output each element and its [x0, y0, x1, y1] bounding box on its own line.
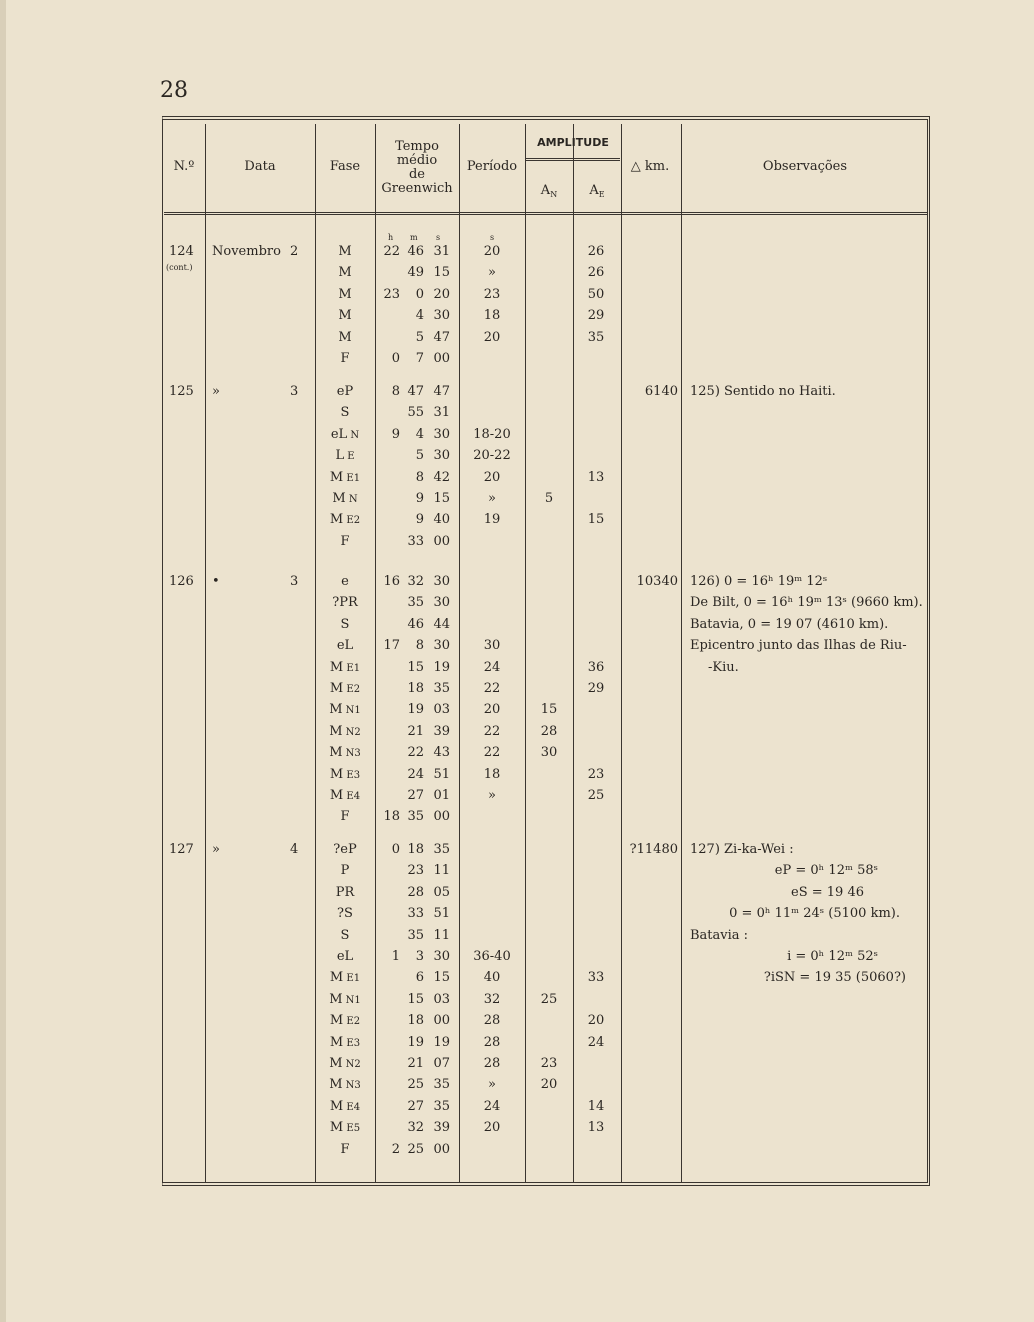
- observation-line: Batavia :: [690, 927, 749, 943]
- phase-cell: M: [338, 265, 352, 281]
- amplitude-e-cell: 50: [587, 286, 605, 302]
- time-seconds: 43: [433, 745, 450, 761]
- time-minutes: 33: [407, 906, 424, 922]
- record-number-note: (cont.): [166, 263, 193, 272]
- record-number: 125: [169, 384, 194, 399]
- time-minutes: 5: [415, 448, 424, 464]
- record-number: 126: [169, 574, 194, 589]
- phase-cell: S: [340, 616, 350, 632]
- time-seconds: 03: [433, 991, 450, 1007]
- unit-m: m: [410, 233, 418, 242]
- phase-cell: M N1: [329, 991, 361, 1007]
- period-cell: 24: [483, 659, 501, 675]
- phase-cell: M: [338, 244, 352, 259]
- amplitude-e-cell: 36: [587, 659, 605, 675]
- time-seconds: 15: [433, 970, 450, 986]
- amplitude-n-cell: 30: [540, 745, 558, 761]
- time-seconds: 11: [433, 863, 450, 879]
- period-cell: »: [488, 1077, 496, 1093]
- amplitude-divider: [526, 158, 620, 161]
- phase-cell: F: [340, 1141, 350, 1157]
- period-cell: 20: [483, 469, 501, 485]
- time-minutes: 35: [407, 927, 424, 943]
- record-month: »: [212, 384, 220, 399]
- phase-cell: ?S: [337, 906, 353, 922]
- observation-line: 126) 0 = 16ʰ 19ᵐ 12ˢ: [690, 574, 828, 589]
- period-cell: 22: [483, 723, 501, 739]
- amplitude-e-cell: 33: [587, 970, 605, 986]
- time-hours: 17: [383, 638, 400, 654]
- phase-cell: e: [341, 574, 349, 589]
- time-minutes: 8: [415, 469, 424, 485]
- time-seconds: 47: [433, 329, 450, 345]
- phase-cell: M N2: [329, 723, 361, 739]
- amplitude-e-cell: 13: [587, 469, 605, 485]
- time-seconds: 00: [433, 1141, 450, 1157]
- time-minutes: 49: [407, 265, 424, 281]
- amplitude-e-cell: 15: [587, 512, 605, 528]
- phase-cell: M N3: [329, 745, 361, 761]
- time-hours: 8: [391, 384, 400, 399]
- phase-cell: eP: [336, 384, 354, 399]
- phase-cell: F: [340, 533, 350, 549]
- time-minutes: 21: [407, 1056, 424, 1071]
- observation-line: eS = 19 46: [791, 884, 864, 900]
- time-seconds: 40: [433, 512, 450, 528]
- column-divider: [375, 124, 376, 1182]
- time-minutes: 9: [415, 512, 424, 528]
- time-seconds: 51: [433, 766, 450, 782]
- time-hours: 1: [391, 949, 400, 964]
- amplitude-n-cell: 23: [540, 1056, 558, 1071]
- time-hours: 18: [383, 809, 400, 825]
- period-cell: 20: [483, 244, 501, 259]
- time-minutes: 27: [407, 788, 424, 803]
- amplitude-e-cell: 23: [587, 766, 605, 782]
- time-minutes: 27: [407, 1098, 424, 1114]
- time-seconds: 03: [433, 702, 450, 718]
- time-seconds: 11: [433, 927, 450, 943]
- time-minutes: 55: [407, 405, 424, 421]
- time-seconds: 47: [433, 384, 450, 399]
- time-seconds: 15: [433, 265, 450, 281]
- time-seconds: 19: [433, 659, 450, 675]
- unit-s: s: [436, 233, 441, 242]
- phase-cell: PR: [335, 884, 355, 900]
- time-seconds: 39: [433, 723, 450, 739]
- time-minutes: 6: [415, 970, 424, 986]
- time-minutes: 5: [415, 329, 424, 345]
- header-an: [526, 184, 572, 202]
- observation-line: 127) Zi-ka-Wei :: [690, 842, 794, 857]
- record-month: •: [212, 574, 220, 589]
- time-hours: 0: [391, 842, 400, 857]
- time-hours: 9: [391, 426, 400, 442]
- period-cell: 32: [483, 991, 501, 1007]
- column-divider: [459, 124, 460, 1182]
- observation-line: eP = 0ʰ 12ᵐ 58ˢ: [774, 863, 878, 879]
- time-minutes: 15: [407, 991, 424, 1007]
- observation-line: i = 0ʰ 12ᵐ 52ˢ: [787, 949, 878, 964]
- amplitude-e-cell: 29: [587, 681, 605, 696]
- column-divider: [573, 124, 574, 1182]
- observation-line: -Kiu.: [708, 659, 739, 675]
- record-day: 3: [290, 574, 299, 589]
- period-cell: 20: [483, 329, 501, 345]
- period-cell: 20-22: [473, 448, 511, 464]
- time-seconds: 00: [433, 809, 450, 825]
- phase-cell: M E2: [329, 512, 361, 528]
- period-cell: 20: [483, 702, 501, 718]
- phase-cell: eL: [336, 638, 354, 654]
- header-data: Data: [244, 159, 276, 174]
- phase-cell: M E3: [329, 1034, 361, 1050]
- time-minutes: 7: [415, 351, 424, 366]
- phase-cell: M E1: [329, 970, 361, 986]
- unit-periodo-s: s: [490, 233, 495, 242]
- time-minutes: 4: [415, 426, 424, 442]
- time-seconds: 30: [433, 595, 450, 611]
- phase-cell: eL: [336, 949, 354, 964]
- time-seconds: 31: [433, 244, 450, 259]
- period-cell: »: [488, 788, 496, 803]
- phase-cell: M: [338, 286, 352, 302]
- time-minutes: 21: [407, 723, 424, 739]
- period-cell: »: [488, 265, 496, 281]
- period-cell: 28: [483, 1013, 501, 1029]
- time-seconds: 15: [433, 491, 450, 506]
- time-seconds: 30: [433, 308, 450, 324]
- time-minutes: 28: [407, 884, 424, 900]
- time-hours: 16: [383, 574, 400, 589]
- time-minutes: 32: [407, 1120, 424, 1136]
- time-seconds: 05: [433, 884, 450, 900]
- time-minutes: 15: [407, 659, 424, 675]
- time-seconds: 19: [433, 1034, 450, 1050]
- time-minutes: 24: [407, 766, 424, 782]
- amplitude-e-cell: 26: [587, 265, 605, 281]
- period-cell: 23: [483, 286, 501, 302]
- record-distance: ?11480: [629, 842, 678, 857]
- time-minutes: 46: [407, 244, 424, 259]
- phase-cell: ?PR: [332, 595, 358, 611]
- time-minutes: 25: [407, 1077, 424, 1093]
- time-minutes: 23: [407, 863, 424, 879]
- time-minutes: 33: [407, 533, 424, 549]
- time-seconds: 07: [433, 1056, 450, 1071]
- observation-line: 125) Sentido no Haiti.: [690, 384, 836, 399]
- time-minutes: 32: [407, 574, 424, 589]
- time-minutes: 18: [407, 842, 424, 857]
- phase-cell: ?eP: [333, 842, 357, 857]
- phase-cell: M E2: [329, 1013, 361, 1029]
- amplitude-e-cell: 29: [587, 308, 605, 324]
- time-minutes: 35: [407, 809, 424, 825]
- period-cell: 30: [483, 638, 501, 654]
- amplitude-e-cell: 35: [587, 329, 605, 345]
- time-seconds: 35: [433, 1098, 450, 1114]
- period-cell: 20: [483, 1120, 501, 1136]
- header-ae-letter: A: [589, 183, 599, 198]
- phase-cell: P: [340, 863, 350, 879]
- time-hours: 23: [383, 286, 400, 302]
- time-seconds: 01: [433, 788, 450, 803]
- header-divider: [164, 212, 928, 215]
- time-minutes: 35: [407, 595, 424, 611]
- amplitude-n-cell: 28: [540, 723, 558, 739]
- period-cell: 19: [483, 512, 501, 528]
- time-minutes: 8: [415, 638, 424, 654]
- time-seconds: 31: [433, 405, 450, 421]
- time-seconds: 35: [433, 842, 450, 857]
- time-seconds: 30: [433, 638, 450, 654]
- amplitude-n-cell: 25: [540, 991, 558, 1007]
- amplitude-e-cell: 24: [587, 1034, 605, 1050]
- period-cell: 22: [483, 745, 501, 761]
- period-cell: »: [488, 491, 496, 506]
- amplitude-n-cell: 20: [540, 1077, 558, 1093]
- page-number: 28: [160, 78, 188, 103]
- time-minutes: 3: [415, 949, 424, 964]
- time-minutes: 22: [407, 745, 424, 761]
- record-distance: 10340: [636, 574, 678, 589]
- time-hours: 0: [391, 351, 400, 366]
- header-amplitude: AMPLITUDE: [537, 136, 609, 149]
- time-hours: 22: [383, 244, 400, 259]
- phase-cell: F: [340, 351, 350, 366]
- amplitude-n-cell: 15: [540, 702, 558, 718]
- amplitude-e-cell: 14: [587, 1098, 605, 1114]
- record-number: 124: [169, 244, 194, 259]
- period-cell: 18: [483, 766, 501, 782]
- period-cell: 18: [483, 308, 501, 324]
- header-an-sub: N: [550, 190, 558, 199]
- unit-h: h: [388, 233, 394, 242]
- time-seconds: 30: [433, 448, 450, 464]
- phase-cell: M N1: [329, 702, 361, 718]
- phase-cell: M E4: [329, 788, 361, 803]
- time-seconds: 51: [433, 906, 450, 922]
- time-seconds: 35: [433, 681, 450, 696]
- header-ae-sub: E: [598, 190, 605, 199]
- record-month: »: [212, 842, 220, 857]
- phase-cell: eL N: [330, 426, 360, 442]
- time-seconds: 35: [433, 1077, 450, 1093]
- period-cell: 22: [483, 681, 501, 696]
- amplitude-e-cell: 26: [587, 244, 605, 259]
- header-an-letter: A: [540, 183, 551, 198]
- header-fase: Fase: [329, 159, 361, 174]
- amplitude-n-cell: 5: [544, 491, 554, 506]
- header-periodo: Período: [466, 159, 518, 174]
- time-minutes: 9: [415, 491, 424, 506]
- phase-cell: M N: [332, 491, 358, 506]
- time-minutes: 19: [407, 702, 424, 718]
- phase-cell: M: [338, 329, 352, 345]
- phase-cell: M E3: [329, 766, 361, 782]
- period-cell: 28: [483, 1056, 501, 1071]
- phase-cell: M E2: [329, 681, 361, 696]
- period-cell: 24: [483, 1098, 501, 1114]
- time-seconds: 44: [433, 616, 450, 632]
- time-seconds: 30: [433, 949, 450, 964]
- period-cell: 36-40: [473, 949, 511, 964]
- time-seconds: 20: [433, 286, 450, 302]
- time-seconds: 39: [433, 1120, 450, 1136]
- observation-line: Epicentro junto das Ilhas de Riu-: [690, 638, 907, 654]
- record-day: 4: [290, 842, 299, 857]
- time-seconds: 30: [433, 574, 450, 589]
- page-edge: [0, 0, 6, 1322]
- record-number: 127: [169, 842, 194, 857]
- phase-cell: L E: [335, 448, 355, 464]
- phase-cell: S: [340, 405, 350, 421]
- phase-cell: M E1: [329, 469, 361, 485]
- amplitude-e-cell: 13: [587, 1120, 605, 1136]
- header-num: N.º: [173, 159, 195, 174]
- time-minutes: 18: [407, 681, 424, 696]
- header-tempo: Tempo médio de Greenwich: [381, 139, 453, 196]
- phase-cell: S: [340, 927, 350, 943]
- column-divider: [525, 124, 526, 1182]
- observation-line: 0 = 0ʰ 11ᵐ 24ˢ (5100 km).: [729, 906, 900, 922]
- column-divider: [205, 124, 206, 1182]
- time-hours: 2: [391, 1141, 400, 1157]
- phase-cell: M N2: [329, 1056, 361, 1071]
- phase-cell: M: [338, 308, 352, 324]
- time-minutes: 25: [407, 1141, 424, 1157]
- header-observations: Observações: [762, 159, 848, 174]
- time-minutes: 47: [407, 384, 424, 399]
- time-seconds: 42: [433, 469, 450, 485]
- time-seconds: 00: [433, 351, 450, 366]
- record-day: 2: [290, 244, 299, 259]
- observation-line: De Bilt, 0 = 16ʰ 19ᵐ 13ˢ (9660 km).: [690, 595, 923, 611]
- phase-cell: M E5: [329, 1120, 361, 1136]
- time-minutes: 18: [407, 1013, 424, 1029]
- header-ae: [574, 184, 620, 202]
- amplitude-e-cell: 25: [587, 788, 605, 803]
- time-seconds: 00: [433, 533, 450, 549]
- phase-cell: F: [340, 809, 350, 825]
- time-minutes: 0: [415, 286, 424, 302]
- column-divider: [621, 124, 622, 1182]
- period-cell: 18-20: [473, 426, 511, 442]
- time-seconds: 00: [433, 1013, 450, 1029]
- period-cell: 40: [483, 970, 501, 986]
- header-distance: △ km.: [630, 159, 670, 174]
- period-cell: 28: [483, 1034, 501, 1050]
- record-distance: 6140: [644, 384, 678, 399]
- phase-cell: M N3: [329, 1077, 361, 1093]
- phase-cell: M E1: [329, 659, 361, 675]
- amplitude-e-cell: 20: [587, 1013, 605, 1029]
- time-minutes: 4: [415, 308, 424, 324]
- observation-line: Batavia, 0 = 19 07 (4610 km).: [690, 616, 889, 632]
- phase-cell: M E4: [329, 1098, 361, 1114]
- time-minutes: 19: [407, 1034, 424, 1050]
- record-day: 3: [290, 384, 299, 399]
- record-month: Novembro: [212, 244, 281, 259]
- time-seconds: 30: [433, 426, 450, 442]
- column-divider: [681, 124, 682, 1182]
- observation-line: ?iSN = 19 35 (5060?): [763, 970, 906, 986]
- time-minutes: 46: [407, 616, 424, 632]
